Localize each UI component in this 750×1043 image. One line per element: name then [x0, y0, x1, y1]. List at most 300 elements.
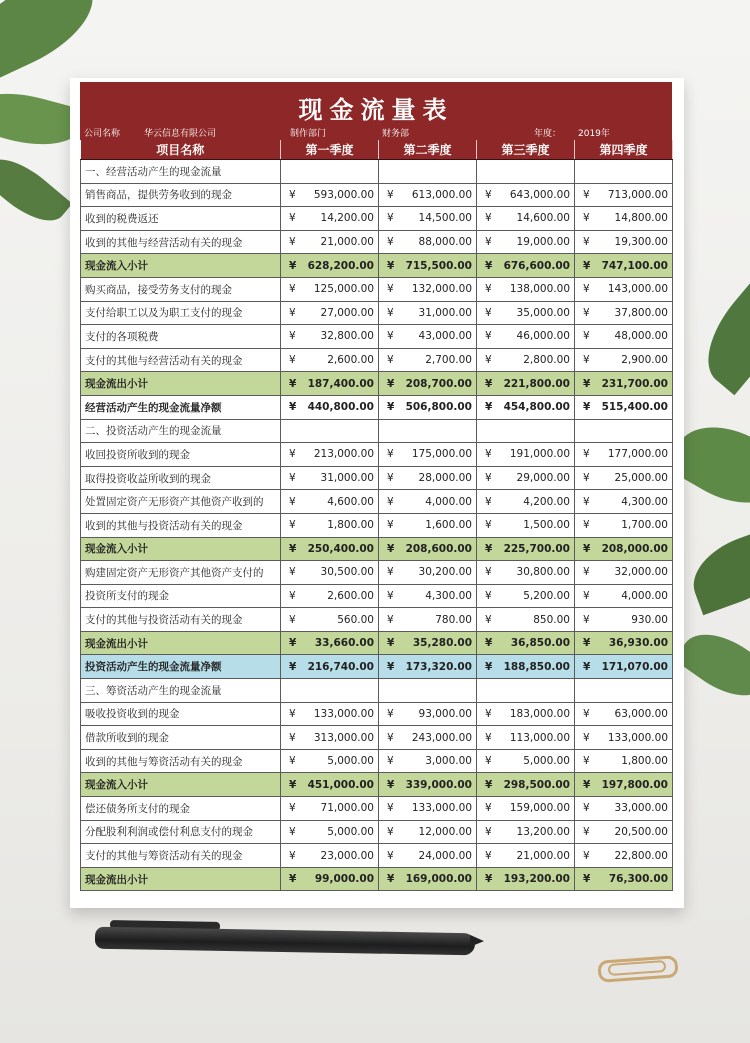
row-label: 收到的其他与投资活动有关的现金: [81, 513, 281, 537]
cell-value: 71,000.00: [320, 802, 374, 815]
cell-value: 5,000.00: [327, 755, 374, 768]
currency-symbol: ¥: [289, 707, 296, 720]
table-cell: [281, 466, 379, 490]
table-cell: [281, 797, 379, 821]
cell-value: 14,600.00: [516, 212, 570, 225]
currency-symbol: ¥: [289, 212, 296, 225]
table-row: [81, 584, 673, 608]
table-row: [81, 820, 673, 844]
cell-value: 1,600.00: [425, 519, 472, 532]
cell-value: 4,000.00: [621, 589, 668, 602]
table-cell: [281, 584, 379, 608]
currency-symbol: ¥: [583, 755, 590, 768]
cell-value: 32,800.00: [320, 330, 374, 343]
table-cell: [477, 773, 575, 797]
currency-symbol: ¥: [485, 354, 492, 367]
cell-value: 221,800.00: [503, 377, 570, 390]
table-cell: [281, 277, 379, 301]
cell-value: 29,000.00: [516, 472, 570, 485]
plant-leaf: [0, 146, 72, 234]
row-label: 取得投资收益所收到的现金: [81, 466, 281, 490]
table-cell: [575, 466, 673, 490]
row-label: 支付的其他与投资活动有关的现金: [81, 608, 281, 632]
cell-value: 30,800.00: [516, 566, 570, 579]
table-cell: [575, 726, 673, 750]
table-header-row: [81, 140, 673, 160]
currency-symbol: ¥: [289, 448, 296, 461]
table-cell: [575, 254, 673, 278]
table-cell: [379, 655, 477, 679]
plant-leaf: [0, 0, 108, 86]
table-cell: [379, 797, 477, 821]
cell-value: 36,850.00: [510, 637, 570, 650]
cell-value: 177,000.00: [607, 448, 668, 461]
table-row: [81, 207, 673, 231]
cell-value: 208,600.00: [405, 542, 472, 555]
cell-value: 13,200.00: [516, 825, 570, 838]
currency-symbol: ¥: [289, 259, 297, 272]
table-cell: [477, 348, 575, 372]
cell-value: 30,500.00: [320, 566, 374, 579]
row-label: 处置固定资产无形资产其他资产收到的: [81, 490, 281, 514]
cell-value: 231,700.00: [601, 377, 668, 390]
table-cell: [477, 277, 575, 301]
table-cell: [379, 183, 477, 207]
row-label: 吸收投资收到的现金: [81, 702, 281, 726]
table-cell: [281, 867, 379, 891]
cell-value: 628,200.00: [307, 259, 374, 272]
cell-value: 22,800.00: [614, 849, 668, 862]
cell-value: 2,900.00: [621, 354, 668, 367]
page-title: 现金流量表: [298, 96, 454, 124]
currency-symbol: ¥: [583, 849, 590, 862]
table-cell: [281, 183, 379, 207]
row-label: 现金流出小计: [81, 372, 281, 396]
table-cell: [575, 584, 673, 608]
table-cell: [575, 348, 673, 372]
row-label: 现金流出小计: [81, 867, 281, 891]
cell-value: 193,200.00: [503, 873, 570, 886]
currency-symbol: ¥: [289, 873, 297, 886]
currency-symbol: ¥: [387, 472, 394, 485]
cell-value: 5,000.00: [523, 755, 570, 768]
currency-symbol: ¥: [289, 401, 297, 414]
currency-symbol: ¥: [485, 873, 493, 886]
table-cell: [477, 183, 575, 207]
table-cell: [281, 844, 379, 868]
table-cell: [281, 325, 379, 349]
table-cell: [575, 561, 673, 585]
cell-value: 713,000.00: [607, 188, 668, 201]
table-cell: [575, 797, 673, 821]
cell-value: 88,000.00: [418, 236, 472, 249]
column-header: 第四季度: [575, 140, 673, 160]
currency-symbol: ¥: [583, 825, 590, 838]
cell-value: 1,800.00: [327, 519, 374, 532]
table-cell: [477, 490, 575, 514]
cell-value: 2,800.00: [523, 354, 570, 367]
cell-value: 48,000.00: [614, 330, 668, 343]
cell-value: 173,320.00: [405, 660, 472, 673]
currency-symbol: ¥: [583, 731, 590, 744]
cell-value: 35,000.00: [516, 306, 570, 319]
currency-symbol: ¥: [583, 330, 590, 343]
cell-value: 3,000.00: [425, 755, 472, 768]
cell-value: 850.00: [533, 613, 570, 626]
currency-symbol: ¥: [289, 802, 296, 815]
table-cell: [281, 631, 379, 655]
table-cell: [379, 584, 477, 608]
table-cell: [477, 608, 575, 632]
table-row: [81, 254, 673, 278]
currency-symbol: ¥: [583, 236, 590, 249]
currency-symbol: ¥: [485, 566, 492, 579]
currency-symbol: ¥: [289, 377, 297, 390]
table-row: [81, 608, 673, 632]
currency-symbol: ¥: [289, 236, 296, 249]
cell-value: 613,000.00: [411, 188, 472, 201]
table-cell: [575, 490, 673, 514]
table-cell: [379, 702, 477, 726]
cell-value: 4,000.00: [425, 495, 472, 508]
currency-symbol: ¥: [289, 755, 296, 768]
cell-value: 133,000.00: [313, 707, 374, 720]
cell-value: 213,000.00: [313, 448, 374, 461]
cell-value: 63,000.00: [614, 707, 668, 720]
cell-value: 4,300.00: [621, 495, 668, 508]
table-cell: [379, 773, 477, 797]
column-header: 项目名称: [81, 140, 281, 160]
table-row: [81, 372, 673, 396]
cell-value: 21,000.00: [320, 236, 374, 249]
row-label: 支付的其他与筹资活动有关的现金: [81, 844, 281, 868]
cell-value: 1,700.00: [621, 519, 668, 532]
table-cell: [477, 301, 575, 325]
currency-symbol: ¥: [485, 707, 492, 720]
currency-symbol: ¥: [387, 755, 394, 768]
table-cell: [379, 844, 477, 868]
table-cell: [379, 631, 477, 655]
table-cell: [379, 395, 477, 419]
currency-symbol: ¥: [485, 448, 492, 461]
currency-symbol: ¥: [485, 542, 493, 555]
table-row: [81, 183, 673, 207]
table-row: [81, 277, 673, 301]
table-cell: [477, 207, 575, 231]
currency-symbol: ¥: [387, 188, 394, 201]
cell-value: 188,850.00: [503, 660, 570, 673]
currency-symbol: ¥: [583, 542, 591, 555]
currency-symbol: ¥: [583, 613, 590, 626]
cell-value: 20,500.00: [614, 825, 668, 838]
table-row: [81, 867, 673, 891]
currency-symbol: ¥: [583, 589, 590, 602]
table-cell: [575, 867, 673, 891]
cell-value: 125,000.00: [313, 283, 374, 296]
currency-symbol: ¥: [583, 495, 590, 508]
currency-symbol: ¥: [485, 731, 492, 744]
row-label: 支付的其他与经营活动有关的现金: [81, 348, 281, 372]
cell-value: 5,200.00: [523, 589, 570, 602]
table-row: [81, 702, 673, 726]
cell-value: 31,000.00: [418, 306, 472, 319]
cell-value: 560.00: [337, 613, 374, 626]
currency-symbol: ¥: [583, 637, 591, 650]
row-label: 收到的税费返还: [81, 207, 281, 231]
table-row: [81, 395, 673, 419]
cell-value: 33,000.00: [614, 802, 668, 815]
currency-symbol: ¥: [289, 495, 296, 508]
row-label: 购建固定资产无形资产其他资产支付的: [81, 561, 281, 585]
table-cell: [477, 631, 575, 655]
table-row: [81, 537, 673, 561]
cell-value: 138,000.00: [509, 283, 570, 296]
cell-value: 46,000.00: [516, 330, 570, 343]
cell-value: 208,700.00: [405, 377, 472, 390]
table-cell: [477, 513, 575, 537]
table-cell: [379, 608, 477, 632]
table-cell: [281, 372, 379, 396]
cell-value: 14,800.00: [614, 212, 668, 225]
row-label: 收到的其他与筹资活动有关的现金: [81, 749, 281, 773]
currency-symbol: ¥: [485, 188, 492, 201]
cell-value: 33,660.00: [314, 637, 374, 650]
currency-symbol: ¥: [387, 542, 395, 555]
table-cell: [477, 679, 575, 703]
table-cell: [379, 513, 477, 537]
cell-value: 4,600.00: [327, 495, 374, 508]
table-row: [81, 631, 673, 655]
currency-symbol: ¥: [289, 330, 296, 343]
currency-symbol: ¥: [485, 306, 492, 319]
table-cell: [477, 844, 575, 868]
currency-symbol: ¥: [583, 802, 590, 815]
table-cell: [477, 867, 575, 891]
currency-symbol: ¥: [289, 566, 296, 579]
cell-value: 313,000.00: [313, 731, 374, 744]
currency-symbol: ¥: [289, 519, 296, 532]
cell-value: 339,000.00: [405, 778, 472, 791]
cell-value: 1,800.00: [621, 755, 668, 768]
table-cell: [477, 230, 575, 254]
table-cell: [575, 301, 673, 325]
currency-symbol: ¥: [387, 825, 394, 838]
currency-symbol: ¥: [387, 401, 395, 414]
table-row: [81, 160, 673, 184]
currency-symbol: ¥: [289, 472, 296, 485]
cell-value: 197,800.00: [601, 778, 668, 791]
table-cell: [379, 443, 477, 467]
cell-value: 298,500.00: [503, 778, 570, 791]
cell-value: 19,300.00: [614, 236, 668, 249]
row-label: 三、筹资活动产生的现金流量: [81, 679, 281, 703]
table-cell: [281, 608, 379, 632]
table-row: [81, 443, 673, 467]
table-cell: [477, 820, 575, 844]
table-cell: [281, 301, 379, 325]
currency-symbol: ¥: [485, 495, 492, 508]
table-cell: [379, 466, 477, 490]
cell-value: 930.00: [631, 613, 668, 626]
table-cell: [379, 277, 477, 301]
table-cell: [379, 490, 477, 514]
currency-symbol: ¥: [583, 448, 590, 461]
currency-symbol: ¥: [485, 401, 493, 414]
table-row: [81, 513, 673, 537]
cell-value: 208,000.00: [601, 542, 668, 555]
table-row: [81, 797, 673, 821]
cell-value: 113,000.00: [509, 731, 570, 744]
column-header: 第一季度: [281, 140, 379, 160]
cell-value: 12,000.00: [418, 825, 472, 838]
currency-symbol: ¥: [583, 519, 590, 532]
table-row: [81, 301, 673, 325]
currency-symbol: ¥: [583, 566, 590, 579]
cell-value: 1,500.00: [523, 519, 570, 532]
currency-symbol: ¥: [289, 849, 296, 862]
table-cell: [281, 513, 379, 537]
row-label: 投资活动产生的现金流量净额: [81, 655, 281, 679]
table-cell: [575, 820, 673, 844]
currency-symbol: ¥: [289, 283, 296, 296]
table-cell: [281, 348, 379, 372]
table-cell: [575, 537, 673, 561]
cell-value: 76,300.00: [608, 873, 668, 886]
cell-value: 171,070.00: [601, 660, 668, 673]
table-cell: [379, 419, 477, 443]
table-row: [81, 490, 673, 514]
table-cell: [379, 749, 477, 773]
currency-symbol: ¥: [485, 212, 492, 225]
currency-symbol: ¥: [387, 283, 394, 296]
table-cell: [477, 584, 575, 608]
table-cell: [477, 655, 575, 679]
table-cell: [477, 325, 575, 349]
table-cell: [281, 655, 379, 679]
table-cell: [379, 254, 477, 278]
table-row: [81, 749, 673, 773]
currency-symbol: ¥: [387, 589, 394, 602]
currency-symbol: ¥: [583, 401, 591, 414]
cell-value: 14,500.00: [418, 212, 472, 225]
table-row: [81, 655, 673, 679]
currency-symbol: ¥: [485, 377, 493, 390]
currency-symbol: ¥: [387, 849, 394, 862]
row-label: 现金流入小计: [81, 254, 281, 278]
table-cell: [379, 537, 477, 561]
dept-value: 财务部: [382, 129, 410, 139]
table-cell: [379, 820, 477, 844]
cell-value: 43,000.00: [418, 330, 472, 343]
currency-symbol: ¥: [583, 873, 591, 886]
cell-value: 21,000.00: [516, 849, 570, 862]
currency-symbol: ¥: [485, 802, 492, 815]
table-cell: [281, 207, 379, 231]
pen-tip: [470, 935, 484, 947]
plant-leaf: [688, 265, 750, 395]
table-row: [81, 466, 673, 490]
table-cell: [575, 443, 673, 467]
cell-value: 32,000.00: [614, 566, 668, 579]
currency-symbol: ¥: [387, 613, 394, 626]
table-cell: [575, 277, 673, 301]
table-cell: [575, 749, 673, 773]
table-cell: [477, 702, 575, 726]
table-cell: [281, 726, 379, 750]
table-row: [81, 726, 673, 750]
column-header: 第二季度: [379, 140, 477, 160]
cell-value: 243,000.00: [411, 731, 472, 744]
plant-leaf: [674, 619, 750, 712]
table-cell: [379, 726, 477, 750]
title-banner: [80, 82, 672, 140]
cell-value: 183,000.00: [509, 707, 570, 720]
currency-symbol: ¥: [583, 778, 591, 791]
currency-symbol: ¥: [387, 377, 395, 390]
cell-value: 2,600.00: [327, 354, 374, 367]
currency-symbol: ¥: [387, 707, 394, 720]
table-row: [81, 561, 673, 585]
cell-value: 250,400.00: [307, 542, 374, 555]
table-cell: [379, 230, 477, 254]
table-row: [81, 679, 673, 703]
currency-symbol: ¥: [387, 306, 394, 319]
currency-symbol: ¥: [485, 589, 492, 602]
table-cell: [379, 561, 477, 585]
year-value: 2019年: [578, 129, 610, 139]
cell-value: 2,700.00: [425, 354, 472, 367]
table-cell: [477, 419, 575, 443]
cell-value: 159,000.00: [509, 802, 570, 815]
currency-symbol: ¥: [583, 660, 591, 673]
row-label: 经营活动产生的现金流量净额: [81, 395, 281, 419]
row-label: 二、投资活动产生的现金流量: [81, 419, 281, 443]
table-cell: [379, 372, 477, 396]
currency-symbol: ¥: [485, 637, 493, 650]
plant-leaf: [683, 525, 750, 616]
currency-symbol: ¥: [485, 236, 492, 249]
row-label: 购买商品，接受劳务支付的现金: [81, 277, 281, 301]
cell-value: 169,000.00: [405, 873, 472, 886]
table-cell: [379, 160, 477, 184]
cell-value: 143,000.00: [607, 283, 668, 296]
table-cell: [575, 608, 673, 632]
cell-value: 225,700.00: [503, 542, 570, 555]
currency-symbol: ¥: [485, 660, 493, 673]
table-cell: [281, 254, 379, 278]
table-row: [81, 844, 673, 868]
currency-symbol: ¥: [387, 448, 394, 461]
table-cell: [379, 348, 477, 372]
cell-value: 30,200.00: [418, 566, 472, 579]
cell-value: 451,000.00: [307, 778, 374, 791]
cell-value: 133,000.00: [411, 802, 472, 815]
cell-value: 5,000.00: [327, 825, 374, 838]
cell-value: 35,280.00: [412, 637, 472, 650]
table-cell: [379, 679, 477, 703]
row-label: 现金流入小计: [81, 773, 281, 797]
cell-value: 515,400.00: [601, 401, 668, 414]
row-label: 现金流入小计: [81, 537, 281, 561]
table-cell: [575, 631, 673, 655]
cell-value: 132,000.00: [411, 283, 472, 296]
row-label: 销售商品，提供劳务收到的现金: [81, 183, 281, 207]
table-cell: [575, 419, 673, 443]
currency-symbol: ¥: [485, 283, 492, 296]
table-cell: [281, 679, 379, 703]
cell-value: 643,000.00: [509, 188, 570, 201]
row-label: 借款所收到的现金: [81, 726, 281, 750]
